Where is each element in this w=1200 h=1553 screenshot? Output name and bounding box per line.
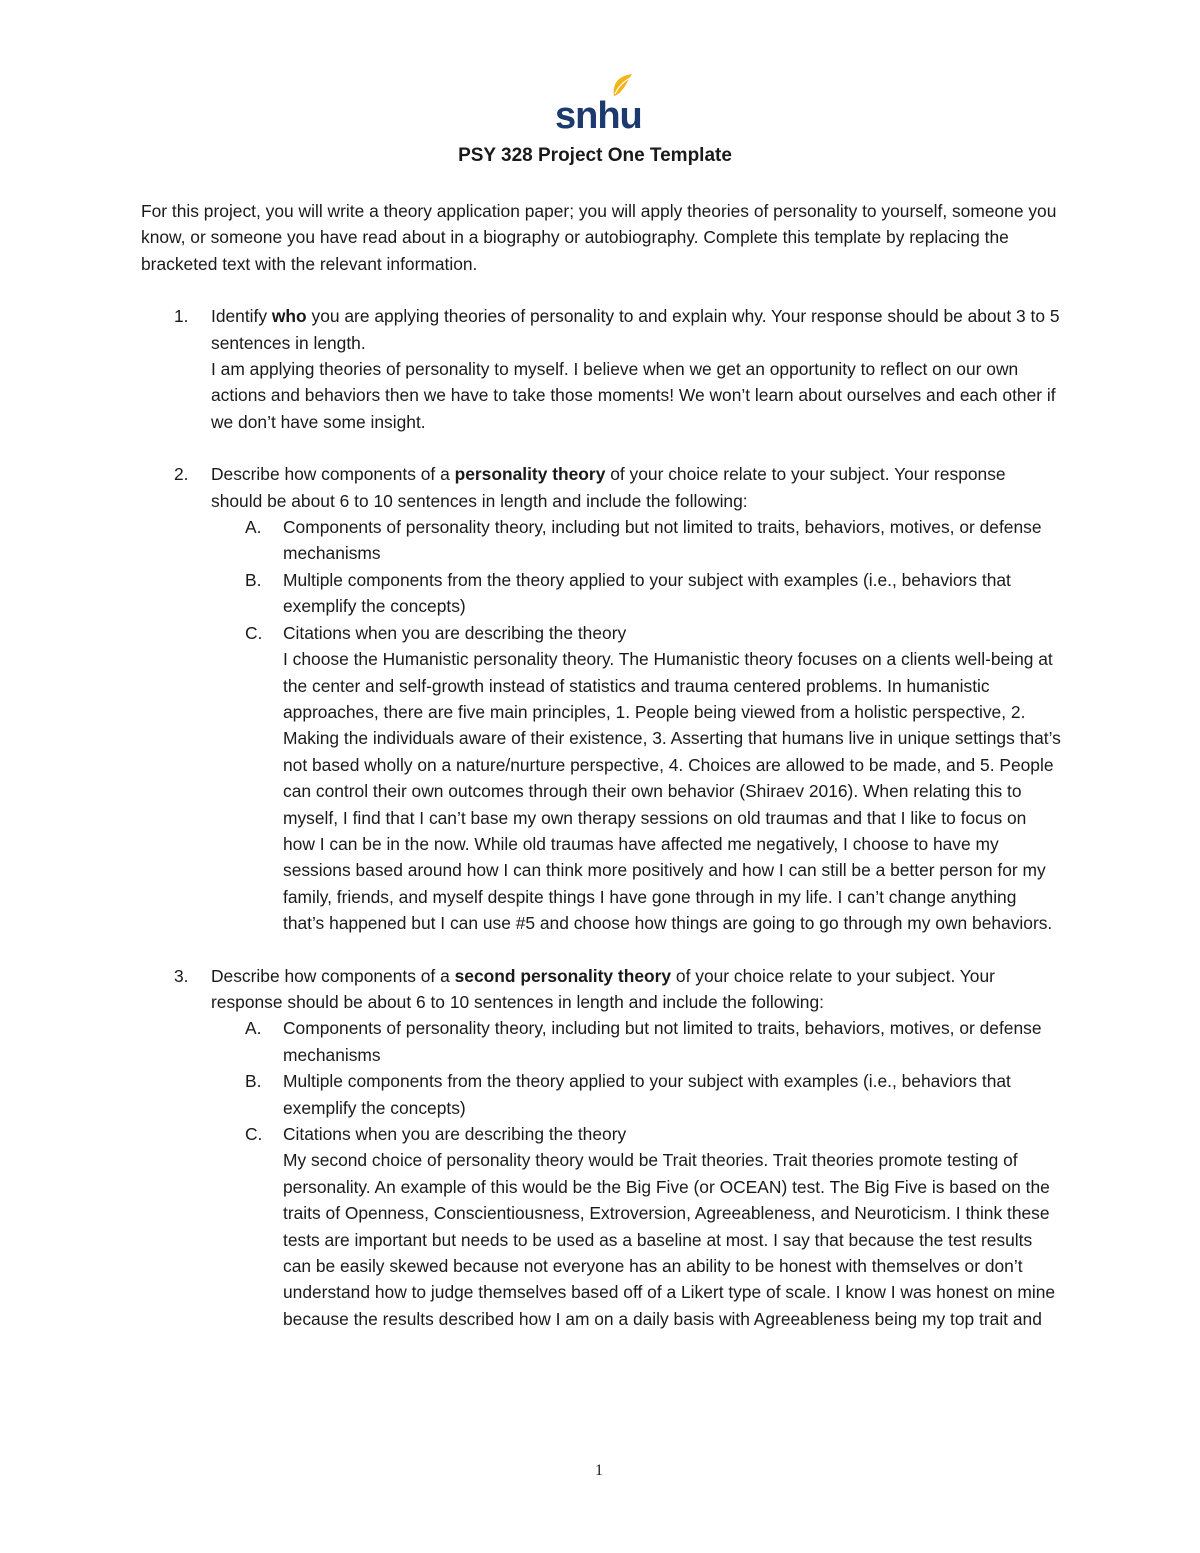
prompt-emphasis: personality theory bbox=[454, 464, 606, 485]
sub-item-b bbox=[211, 1068, 1061, 1121]
snhu-logo bbox=[552, 70, 642, 134]
sub-item-b bbox=[211, 567, 1061, 620]
sub-item-text: Multiple components from the theory applied to your subject with examples (i.e., behaviors that exemplify the concepts) bbox=[283, 569, 1011, 617]
sub-item-letter: C. bbox=[245, 1124, 263, 1144]
sub-item-text: Components of personality theory, including but not limited to traits, behaviors, motives, or defense mechanisms bbox=[283, 1018, 1042, 1065]
question-2 bbox=[141, 461, 1061, 936]
sub-item-c bbox=[211, 620, 1061, 937]
sub-item-text: Multiple components from the theory applied to your subject with examples (i.e., behaviors that exemplify the concepts) bbox=[283, 1071, 1011, 1118]
sub-item-text: Citations when you are describing the theory bbox=[283, 1124, 627, 1144]
question-3 bbox=[141, 963, 1061, 1333]
sub-item-letter: B. bbox=[245, 569, 262, 590]
sub-item-letter: C. bbox=[245, 622, 263, 643]
prompt-text: you are applying theories of personality to and explain why. Your response should be about 3 to 5 sentences in length. bbox=[211, 306, 1060, 353]
prompt-text: of your choice relate to your subject. Your response should be about 6 to 10 sentences in length and include the following: bbox=[211, 965, 995, 1012]
logo-wordmark: snhu bbox=[555, 95, 642, 134]
question-number: 3. bbox=[174, 965, 189, 986]
sub-item-letter: A. bbox=[245, 517, 262, 538]
intro-paragraph: For this project, you will write a theory application paper; you will apply theories of personality to yourself, someone you know, or someone you have read about in a biography or autobiography. Complete this template by replacing the bracketed text with the relevant information. bbox=[141, 201, 1057, 274]
question-number: 2. bbox=[174, 464, 189, 485]
sub-item-text: Components of personality theory, including but not limited to traits, behaviors, motives, or defense mechanisms bbox=[283, 517, 1042, 564]
sub-item-a bbox=[211, 514, 1061, 567]
prompt-text: of your choice relate to your subject. Your response should be about 6 to 10 sentences in length and include the following: bbox=[211, 464, 1006, 511]
sub-item-c bbox=[211, 1121, 1061, 1332]
question-prompt bbox=[211, 303, 1061, 356]
sub-item-letter: B. bbox=[245, 1071, 262, 1092]
prompt-text: Describe how components of a bbox=[211, 965, 455, 986]
sub-item-letter: A. bbox=[245, 1018, 262, 1039]
document-title: PSY 328 Project One Template bbox=[458, 145, 732, 166]
answer-paragraph: My second choice of personality theory would be Trait theories. Trait theories promote testing of personality. An example of this would be the Big Five (or OCEAN) test. The Big Five is based on the traits of Openness, Conscientiousness, Extroversion, Agreeableness, and Neuroticism. I think these tests are important but needs to be used as a baseline at most. I say that because the test results can be easily skewed because not everyone has an ability to be honest with themselves or don’t understand how to judge themselves based off of a Likert type of scale. I know I was honest on mine because the results described how I am on a daily basis with Agreeableness being my top trait and bbox=[283, 1150, 1056, 1329]
prompt-emphasis: second personality theory bbox=[454, 965, 672, 986]
prompt-emphasis: who bbox=[271, 306, 307, 327]
page-number: 1 bbox=[595, 1462, 603, 1479]
question-prompt bbox=[211, 461, 1061, 514]
document-body bbox=[141, 198, 1061, 1332]
prompt-text: Describe how components of a bbox=[211, 464, 455, 485]
sub-item-a bbox=[211, 1015, 1061, 1068]
question-prompt bbox=[211, 963, 1061, 1016]
question-number: 1. bbox=[174, 306, 189, 327]
prompt-text: Identify bbox=[211, 306, 272, 327]
answer-paragraph: I choose the Humanistic personality theory. The Humanistic theory focuses on a clients well-being at the center and self-growth instead of statistics and trauma centered problems. In humanistic approaches, there are five main principles, 1. People being viewed from a holistic perspective, 2. Making the individuals aware of their existence, 3. Asserting that humans live in unique settings that’s not based wholly on a nature/nurture perspective, 4. Choices are allowed to be made, and 5. People can control their own outcomes through their own behavior (Shiraev 2016). When relating this to myself, I find that I can’t base my own therapy sessions on old traumas and that I like to focus on how I can be in the now. While old traumas have affected me negatively, I choose to have my sessions based around how I can think more positively and how I can still be a better person for my family, friends, and myself despite things I have gone through in my life. I can’t change anything that’s happened but I can use #5 and choose how things are going to go through my own behaviors. bbox=[283, 649, 1061, 934]
question-1 bbox=[141, 303, 1061, 435]
sub-item-text: Citations when you are describing the theory bbox=[283, 622, 627, 643]
snhu-logo-mark bbox=[552, 70, 642, 134]
answer-paragraph: I am applying theories of personality to myself. I believe when we get an opportunity to reflect on our own actions and behaviors then we have to take those moments! We won’t learn about ourselves and each other if we don’t have some insight. bbox=[211, 359, 1056, 432]
